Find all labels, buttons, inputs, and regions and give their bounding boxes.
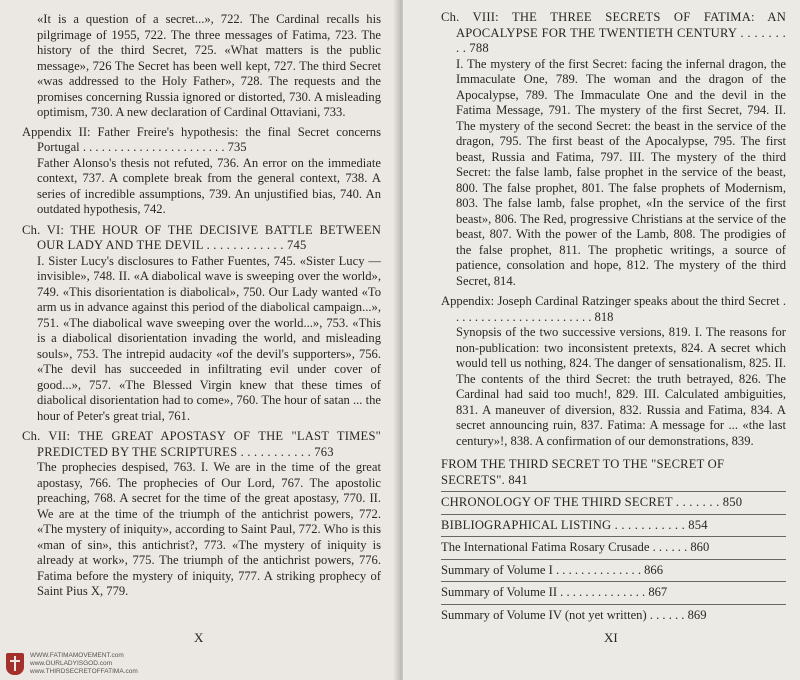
watermark-line: WWW.FATIMAMOVEMENT.com	[30, 652, 124, 659]
toc-heading-appendix-ii: Appendix II: Father Freire's hypothesis: the final Secret concerns Portugal . . . . . . . . . . . . . . . . . . . . . . . 735	[22, 124, 381, 154]
right-page	[403, 0, 800, 680]
toc-line-volume-iv: Summary of Volume IV (not yet written) . . . . . . 869	[441, 604, 786, 627]
page-number-left: X	[194, 630, 204, 645]
toc-body-appendix-ii: Father Alonso's thesis not refuted, 736. An error on the immediate context, 737. A complete break from the general context, 738. A series of incredible assumptions, 739. An unjustified bias, 740. An outdated hypothesis, 742.	[37, 155, 381, 216]
left-page	[0, 0, 397, 680]
watermark	[6, 652, 138, 676]
page-number-right: XI	[604, 630, 618, 645]
toc-body-chapter-viii: I. The mystery of the first Secret: facing the infernal dragon, the Immaculate One, 789. The woman and the dragon of the Apocalypse, 789. The Immaculate One and the devil in the Fatima Message, 791. The mystery of the first Secret, 794. II. The mystery of the second Secret: the beast in the service of the dragon, 795. The first beast of the Apocalypse, 795. The first beast, Russia and Fatima, 797. III. The mystery of the third Secret: the false lamb, false prophet in the service of the beast, 800. The false prophet, 801. The false prophets of Modernism, 803. The false lamb, false prophet, «In the service of the first beast», 806. The Red, progressive Christians at the service of the beast, 807. With the power of the Lamb, 808. The prodigies of the false prophet, 811. The prophetic writings, a source of patience, consolation and hope, 812. The mystery of the third Secret, 814.	[456, 56, 786, 288]
toc-body-chapter-vii: The prophecies despised, 763. I. We are in the time of the great apostasy, 766. The prophecies of Our Lord, 767. The apostolic preaching, 768. A secret for the time of the great apostasy, 770. II. We are at the time of the triumph of the antichrist powers, 772. «The mystery of iniquity», according to Saint Paul, 772. Who is this «man of sin», this antichrist?, 773. «The mystery of iniquity is already at work», 775. The triumph of the antichrist powers, 776. Fatima before the mystery of iniquity, 777. A striking prophecy of Saint Pius X, 779.	[37, 460, 381, 598]
toc-heading-chapter-vi: Ch. VI: THE HOUR OF THE DECISIVE BATTLE BETWEEN OUR LADY AND THE DEVIL . . . . . . . . . . . . 745	[22, 222, 381, 252]
toc-continuation: «It is a question of a secret...», 722. The Cardinal recalls his pilgrimage of 1955, 722. The three messages of Fatima, 723. The history of the third Secret, 725. «What matters is the public message», 726 The Secret has been well kept, 727. The third Secret «was addressed to the Holy Father», 728. The requests and the promises concerning Russia ignored or distorted, 730. A misleading optimism, 730. A new declaration of Cardinal Ottaviani, 733.	[37, 12, 381, 119]
toc-line-volume-ii: Summary of Volume II . . . . . . . . . . . . . . 867	[441, 581, 786, 604]
toc-heading-appendix-ratzinger: Appendix: Joseph Cardinal Ratzinger speaks about the third Secret . . . . . . . . . . . . . . . . . . . . . . . 818	[441, 294, 786, 324]
toc-line-bibliography: BIBLIOGRAPHICAL LISTING . . . . . . . . . . . 854	[441, 514, 786, 537]
watermark-text	[30, 652, 138, 676]
toc-line-rosary-crusade: The International Fatima Rosary Crusade . . . . . . 860	[441, 536, 786, 559]
toc-body-appendix-ratzinger: Synopsis of the two successive versions, 819. I. The reasons for non-publication: two inconsistent pretexts, 824. A secret which would tell us nothing, 824. The danger of sensationalism, 825. II. The contents of the third Secret: the truth betrayed, 826. The Cardinal had said too much!, 829. III. Calculated ambiguities, 831. A maneuver of diversion, 832. Russia and Fatima, 834. A secret announcing ruin, 837. Fatima: A message for ... «the last century»!, 838. A confirmation of our demonstrations, 839.	[456, 325, 786, 448]
toc-summary-list	[441, 454, 786, 626]
toc-line-chronology: CHRONOLOGY OF THE THIRD SECRET . . . . . . . 850	[441, 491, 786, 514]
toc-line-secret-of-secrets: FROM THE THIRD SECRET TO THE "SECRET OF SECRETS". 841	[441, 457, 725, 487]
toc-heading-chapter-vii: Ch. VII: THE GREAT APOSTASY OF THE "LAST TIMES" PREDICTED BY THE SCRIPTURES . . . . . . . . . . . 763	[22, 429, 381, 459]
watermark-line: www.THIRDSECRETOFFATIMA.com	[30, 668, 138, 675]
toc-body-chapter-vi: I. Sister Lucy's disclosures to Father Fuentes, 745. «Sister Lucy — invisible», 748. II. «A diabolical wave is sweeping over the world», 749. «This disorientation is diabolical», 750. Our Lady wanted «To arm us in advance against this period of the diabolical campaign...», 751. «The diabolical wave sweeping over the world...», 753. «This is a diabolical disorientation invading the world, and misleading souls», 753. The intrepid audacity «of the devil's supporters», 756. «The devil has succeeded in infiltrating evil under cover of good...», 757. «The Blessed Virgin knew that these times of diabolical disorientation had to come», 760. The hour of satan ... the hour of Peter's great trial, 761.	[37, 253, 381, 423]
watermark-line: www.OURLADYISGOD.com	[30, 660, 112, 667]
toc-heading-chapter-viii: Ch. VIII: THE THREE SECRETS OF FATIMA: AN APOCALYPSE FOR THE TWENTIETH CENTURY . . . . . . . . . 788	[441, 10, 786, 55]
toc-line-volume-i: Summary of Volume I . . . . . . . . . . . . . . 866	[441, 559, 786, 582]
cross-shield-icon	[6, 653, 24, 675]
